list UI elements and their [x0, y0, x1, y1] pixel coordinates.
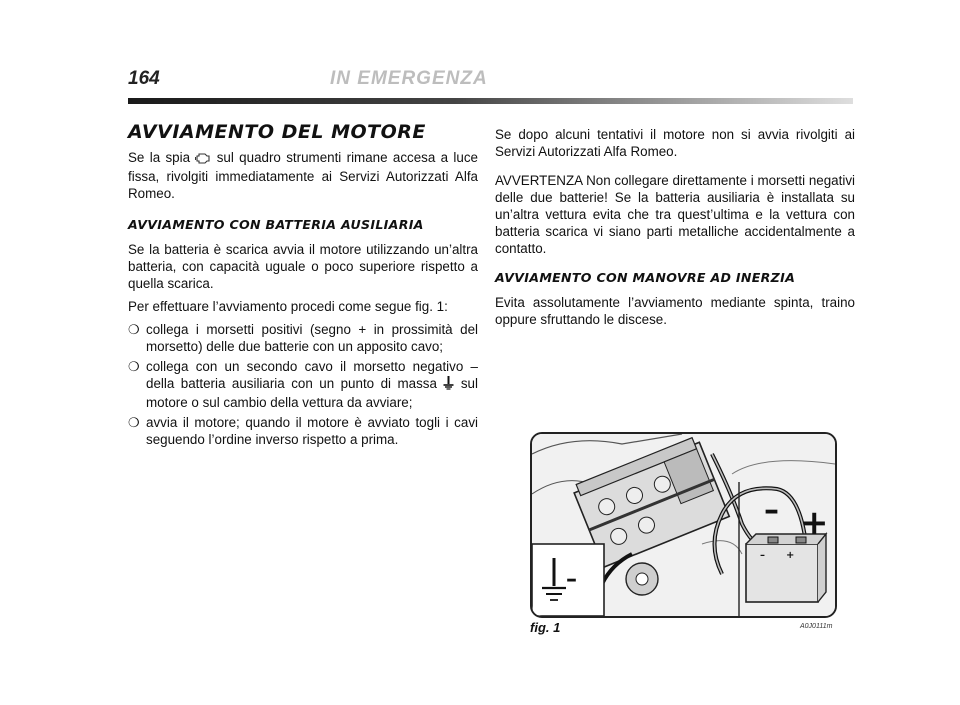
- section-title: AVVIAMENTO DEL MOTORE: [128, 121, 426, 143]
- intro-text-after: sul quadro strumenti rimane accesa a luce fissa, rivolgiti immediatamente ai Servizi Autorizzati Alfa Romeo.: [128, 150, 478, 201]
- jump-start-illustration: [530, 432, 837, 618]
- plus-label: +: [800, 503, 829, 543]
- battery-plus-label: +: [786, 550, 795, 561]
- list-item-text: avvia il motore; quando il motore è avviato togli i cavi seguendo l’ordine inverso rispetto a prima.: [146, 415, 478, 447]
- illustration-drawing: [532, 434, 835, 616]
- subsection-title-auxiliary-battery: AVVIAMENTO CON BATTERIA AUSILIARIA: [128, 217, 424, 232]
- figure-caption: fig. 1: [530, 620, 561, 635]
- battery-minus-label: –: [760, 550, 765, 561]
- intro-text-before: Se la spia: [128, 150, 191, 165]
- list-item: [128, 358, 478, 411]
- engine-warning-light-icon: [195, 151, 211, 168]
- paragraph-inertia: Evita assolutamente l’avviamento mediante spinta, traino oppure sfruttando le discese.: [495, 295, 855, 327]
- left-column: [128, 121, 478, 451]
- right-column: [495, 126, 855, 340]
- section-header: IN EMERGENZA: [330, 68, 488, 89]
- paragraph-service: Se dopo alcuni tentativi il motore non si avvia rivolgiti ai Servizi Autorizzati Alfa Romeo.: [495, 127, 855, 159]
- list-item-text: collega i morsetti positivi (segno + in prossimità del morsetto) delle due batterie con un apposito cavo;: [146, 322, 478, 354]
- list-item: [128, 414, 478, 448]
- paragraph-discharged-battery: Se la batteria è scarica avvia il motore utilizzando un’altra batteria, con capacità uguale o poco superiore rispetto a quella scarica.: [128, 242, 478, 291]
- paragraph-procedure: Per effettuare l’avviamento procedi come segue fig. 1:: [128, 299, 448, 314]
- bullet-circle: ❍: [128, 322, 140, 337]
- bullet-circle: ❍: [128, 359, 140, 374]
- list-item-text-after: sul motore o sul cambio della vettura da avviare;: [146, 376, 478, 410]
- intro-paragraph: [128, 149, 478, 202]
- page-number: 164: [128, 68, 160, 89]
- subsection-title-inertia: AVVIAMENTO CON MANOVRE AD INERZIA: [495, 270, 796, 285]
- bullet-circle: ❍: [128, 415, 140, 430]
- header-rule: [128, 98, 853, 104]
- list-item: [128, 321, 478, 355]
- ground-minus-label: –: [566, 567, 577, 592]
- list-item-text-before: collega con un secondo cavo il morsetto negativo – della batteria ausiliaria con un punto di massa: [146, 359, 478, 391]
- paragraph-warning: AVVERTENZA Non collegare direttamente i morsetti negativi delle due batterie! Se la batteria ausiliaria è installata su un’altra vettura evita che tra quest’ultima e la vettura con batteria scarica vi siano parti metalliche accidentalmente a contatto.: [495, 173, 855, 256]
- figure-code: A0J0111m: [800, 623, 833, 630]
- ground-symbol-icon: [443, 376, 454, 394]
- minus-label: –: [764, 493, 779, 528]
- procedure-list: [128, 321, 478, 448]
